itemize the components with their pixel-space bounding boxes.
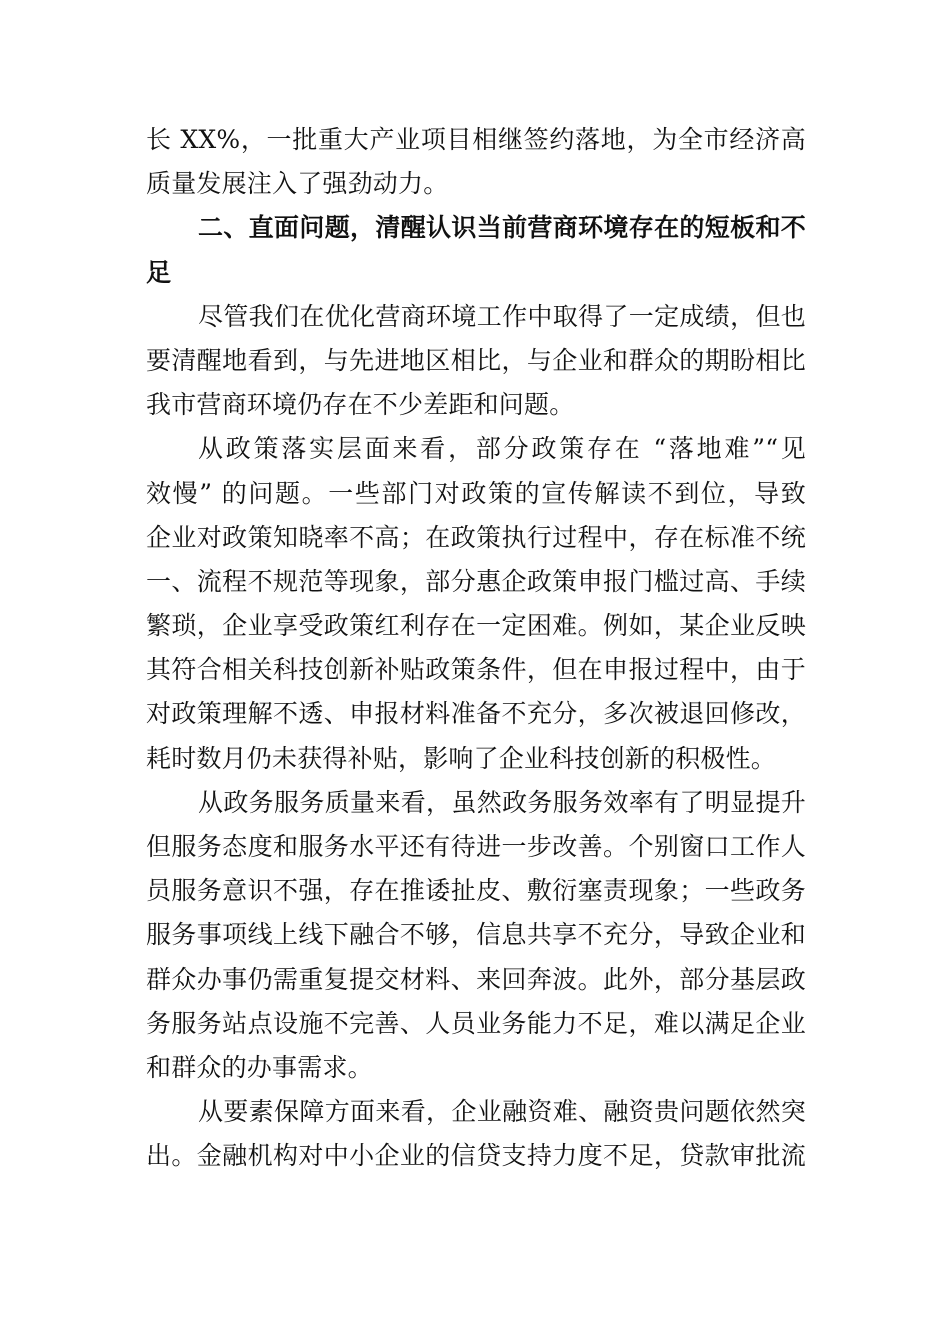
- paragraph-line: 从政策落实层面来看，部分政策存在 “落地难”“见: [198, 434, 806, 464]
- paragraph-line: 和群众的办事需求。: [146, 1052, 373, 1082]
- paragraph-line: 质量发展注入了强劲动力。: [146, 169, 449, 199]
- paragraph-line: 对政策理解不透、申报材料准备不充分，多次被退回修改，: [146, 699, 806, 729]
- paragraph-line: 繁琐，企业享受政策红利存在一定困难。例如，某企业反映: [146, 611, 806, 641]
- paragraph-line: 员服务意识不强，存在推诿扯皮、敷衍塞责现象；一些政务: [146, 876, 806, 906]
- paragraph-line: 我市营商环境仍存在不少差距和问题。: [146, 390, 575, 420]
- paragraph-line: 尽管我们在优化营商环境工作中取得了一定成绩，但也: [198, 301, 806, 331]
- paragraph-line: 企业对政策知晓率不高；在政策执行过程中，存在标准不统: [146, 522, 806, 552]
- paragraph-line: 长 XX%，一批重大产业项目相继签约落地，为全市经济高: [146, 125, 806, 154]
- paragraph-line: 服务事项线上线下融合不够，信息共享不充分，导致企业和: [146, 920, 806, 950]
- paragraph-line: 要清醒地看到，与先进地区相比，与企业和群众的期盼相比: [146, 345, 806, 375]
- paragraph-line: 效慢” 的问题。一些部门对政策的宣传解读不到位，导致: [146, 478, 806, 508]
- paragraph-line: 从要素保障方面来看，企业融资难、融资贵问题依然突: [198, 1097, 806, 1127]
- paragraph-line: 但服务态度和服务水平还有待进一步改善。个别窗口工作人: [146, 832, 806, 861]
- section-heading-line: 足: [146, 257, 172, 287]
- document-body: [146, 118, 806, 1179]
- paragraph-line: 其符合相关科技创新补贴政策条件，但在申报过程中，由于: [146, 655, 806, 685]
- paragraph-line: 务服务站点设施不完善、人员业务能力不足，难以满足企业: [146, 1008, 806, 1038]
- paragraph-line: 群众办事仍需重复提交材料、来回奔波。此外，部分基层政: [146, 964, 806, 994]
- section-heading-line: 二、直面问题，清醒认识当前营商环境存在的短板和不: [198, 213, 806, 243]
- paragraph-line: 从政务服务质量来看，虽然政务服务效率有了明显提升: [198, 787, 806, 817]
- paragraph-line: 出。金融机构对中小企业的信贷支持力度不足，贷款审批流: [146, 1141, 806, 1171]
- paragraph-line: 耗时数月仍未获得补贴，影响了企业科技创新的积极性。: [146, 743, 777, 773]
- paragraph-line: 一、流程不规范等现象，部分惠企政策申报门槛过高、手续: [146, 566, 806, 596]
